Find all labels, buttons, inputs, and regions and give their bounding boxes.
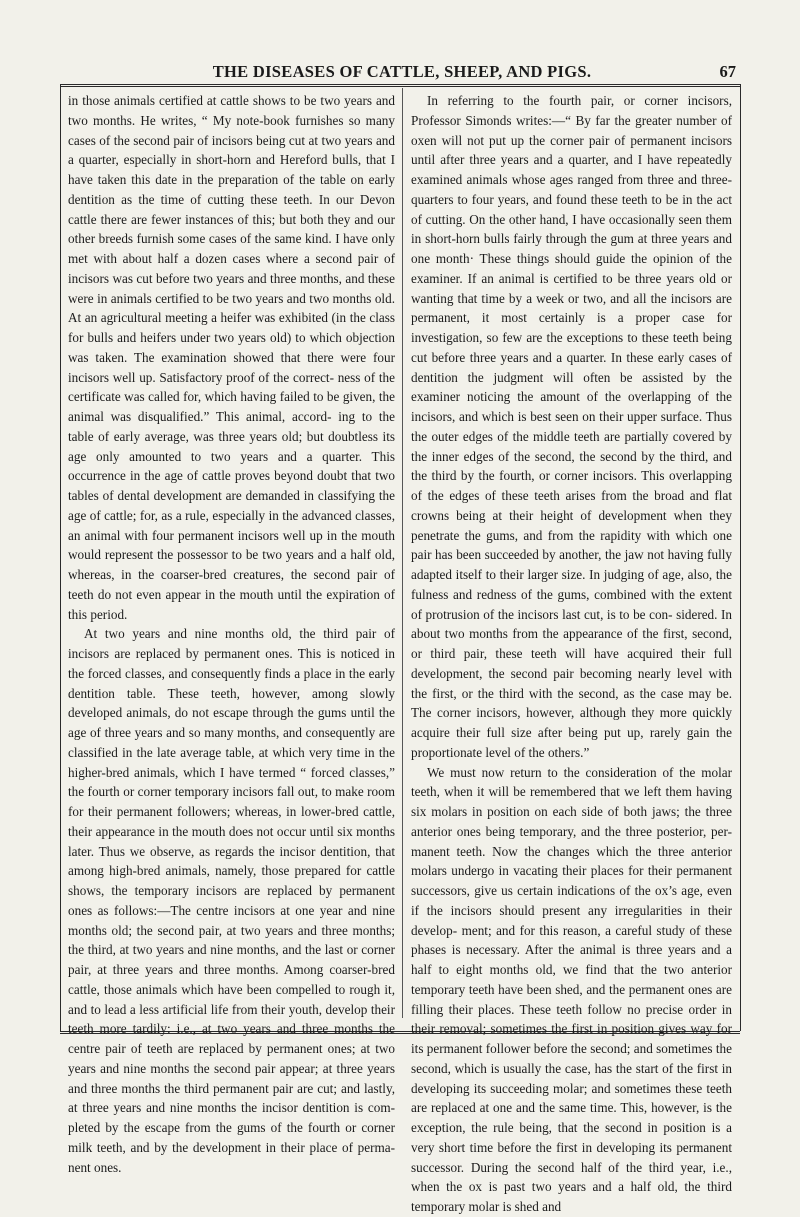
running-title: THE DISEASES OF CATTLE, SHEEP, AND PIGS.	[212, 62, 592, 81]
top-border-rule	[60, 84, 740, 87]
column-divider	[402, 88, 403, 1018]
page-header	[68, 62, 736, 86]
left-paragraph-2: At two years and nine months old, the third pair of incisors are replaced by permanent ones. This is noticed in the forced classes, and consequently finds a place in the early dentition table. These teeth, however, among slowly developed animals, do not escape through the gums until the age of three years and so many months, and consequently are classified in the late average table, at which very time in the higher-bred animals, which I have termed “ forced classes,” the fourth or corner temporary incisors fall out, to make room for their permanent followers; whereas, in lower-bred cattle, their appearance in the mouth does not occur until six months later. Thus we observe, as regards the incisor dentition, that among high-bred animals, namely, those prepared for cattle shows, the temporary incisors are replaced by permanent ones as follows:—The centre incisors at one year and nine months old; the second pair, at two years and three months; the third, at two years and nine months, and the last or corner pair, at three years and three months. Among coarser-bred cattle, those animals which have been compelled to rough it, and to lead a less artificial life from their youth, develop their teeth more tardily: i.e., at two years and three months the centre pair of teeth are replaced by permanent ones; at two years and nine months the second pair appear; at three years and three months the third permanent pair are cut; and lastly, at three years and nine months the incisor dentition is com- pleted by the escape from the gums of the fourth or corner milk teeth, and by the development in their place of perma- nent ones.	[68, 626, 395, 1175]
left-paragraph-1: in those animals certified at cattle shows to be two years and two months. He writes, “ My note-book furnishes so many cases of the second pair of incisors being cut at two years and a quarter, especially in short-horn and Hereford bulls, that I have taken this date in the preparation of the table on early dentition as the time of cutting these teeth. In our Devon cattle there are fewer instances of this; but both they and our other breeds furnish some cases of the same kind. I have only met with about half a dozen cases where a second pair of incisors was cut before two years and three months, and these were in animals certified to be two years and two months old. At an agricultural meeting a heifer was exhibited (in the class for bulls and heifers under two years old) to which objection was taken. The examination showed that there were four incisors well up. Satisfactory proof of the correct- ness of the certificate was called for, which having failed to be given, the animal was disqualified.” This animal, accord- ing to the table of early average, was three years old; but doubtless its age only amounted to two years and a quarter. This occurrence in the age of cattle proves beyond doubt that two tables of dental development are demanded in classifying the age of cattle; for, as a rule, especially in the advanced classes, an animal with four permanent incisors well up in the mouth would represent the possessor to be two years and a half old, whereas, in the coarser-bred creatures, the second pair of teeth do not even appear in the mouth until the expiration of this period.	[68, 93, 395, 622]
page-number: 67	[719, 62, 736, 81]
right-border-rule	[740, 84, 741, 1031]
right-paragraph-2: We must now return to the consideration of the molar teeth, when it will be remembered that we left them having six molars in position on each side of both jaws; the three anterior ones being temporary, and the three posterior, per- manent teeth. Now the changes which the three anterior molars undergo in vacating their places for their permanent successors, give us certain indications of the ox’s age, even if the incisors should present any irregularities in their develop- ment; and for this reason, a careful study of these phases is necessary. After the animal is three years and a half to eight months old, we find that the two anterior temporary teeth have been shed, and the permanent ones are filling their places. These teeth follow no precise order in their removal; sometimes the first in position gives way for its permanent follower before the second; and sometimes the second, which is usually the case, has the start of the first in developing its succeeding molar; and sometimes these teeth are replaced at one and the same time. This, however, is the exception, the rule being, that the second in position is a very short time before the first in developing its permanent successor. During the second half of the third year, i.e., when the ox is past two years and a half old, the third temporary molar is shed and	[411, 764, 732, 1214]
right-paragraph-1: In referring to the fourth pair, or corner incisors, Professor Simonds writes:—“ By far the greater number of oxen will not put up the corner pair of permanent incisors until after three years and a quarter, and I have repeatedly examined animals whose ages ranged from three and three-quarters to four years, and found these teeth to be in the act of cutting. On the other hand, I have occasionally seen them in short-horn bulls fairly through the gum at three years and one month· These things should guide the opinion of the examiner. If an animal is certified to be three years old or wanting that time by a week or two, and all the incisors are permanent, it most certainly is a proper case for investigation, so few are the exceptions to these teeth being cut before three years and a quarter. In these early cases of dentition the judgment will often be assisted by the examiner noticing the amount of the overlapping of the incisors, and which is best seen on their upper surface. Thus the outer edges of the middle teeth are partially covered by the inner edges of the second, the second by the third, and the third by the fourth, or corner incisors. This overlapping of the edges of these teeth arises from the broad and flat crowns being at their height of development when they penetrate the gums, and from the rapidity with which one pair has been succeeded by another, the jaw not having fully adapted itself to their larger size. In judging of age, also, the fulness and redness of the gums, combined with the extent of protrusion of the incisors last cut, is to be con- sidered. In about two months from the appearance of the first, second, or third pair, these teeth will have acquired their full development, the second pair becoming nearly level with the first, or the third with the second, as the case may be. The corner incisors, however, although they more quickly acquire their full size after being put up, rarely gain the proportionate level of the others.”	[411, 93, 732, 760]
left-border-rule	[60, 84, 61, 1031]
right-column	[411, 91, 732, 1217]
left-column	[68, 91, 395, 1177]
